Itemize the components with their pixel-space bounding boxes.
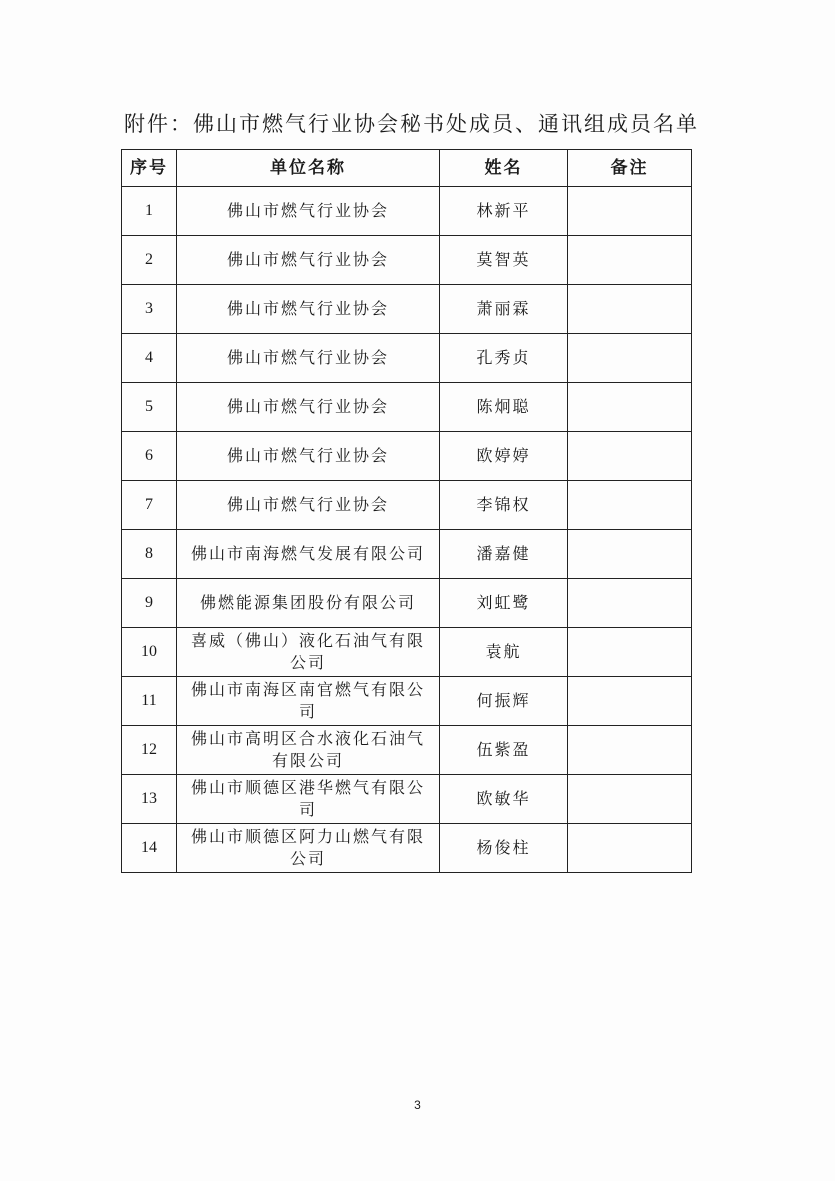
cell-person-name: 萧丽霖 xyxy=(440,285,568,334)
cell-person-name: 潘嘉健 xyxy=(440,530,568,579)
cell-unit-name: 佛山市南海燃气发展有限公司 xyxy=(177,530,440,579)
header-unit-name: 单位名称 xyxy=(177,150,440,187)
member-roster-table xyxy=(121,149,692,873)
cell-person-name: 何振辉 xyxy=(440,677,568,726)
cell-serial-number: 5 xyxy=(122,383,177,432)
table-row xyxy=(122,530,692,579)
cell-remarks xyxy=(568,432,692,481)
cell-person-name: 莫智英 xyxy=(440,236,568,285)
cell-serial-number: 2 xyxy=(122,236,177,285)
cell-person-name: 孔秀贞 xyxy=(440,334,568,383)
header-remarks: 备注 xyxy=(568,150,692,187)
cell-serial-number: 4 xyxy=(122,334,177,383)
cell-remarks xyxy=(568,383,692,432)
page-number: 3 xyxy=(414,1098,421,1112)
cell-remarks xyxy=(568,579,692,628)
cell-remarks xyxy=(568,285,692,334)
cell-unit-name: 佛山市燃气行业协会 xyxy=(177,383,440,432)
cell-serial-number: 14 xyxy=(122,824,177,873)
cell-person-name: 袁航 xyxy=(440,628,568,677)
cell-person-name: 李锦权 xyxy=(440,481,568,530)
cell-remarks xyxy=(568,530,692,579)
cell-remarks xyxy=(568,775,692,824)
cell-unit-name: 佛山市燃气行业协会 xyxy=(177,285,440,334)
cell-serial-number: 7 xyxy=(122,481,177,530)
cell-unit-name: 佛山市顺德区阿力山燃气有限公司 xyxy=(177,824,440,873)
table-row xyxy=(122,285,692,334)
document-title: 附件：佛山市燃气行业协会秘书处成员、通讯组成员名单 xyxy=(124,112,699,136)
cell-serial-number: 11 xyxy=(122,677,177,726)
table-row xyxy=(122,383,692,432)
cell-serial-number: 1 xyxy=(122,187,177,236)
table-row xyxy=(122,481,692,530)
cell-unit-name: 佛山市南海区南官燃气有限公司 xyxy=(177,677,440,726)
cell-remarks xyxy=(568,334,692,383)
header-person-name: 姓名 xyxy=(440,150,568,187)
table-row xyxy=(122,824,692,873)
cell-person-name: 林新平 xyxy=(440,187,568,236)
cell-remarks xyxy=(568,236,692,285)
table-row xyxy=(122,579,692,628)
cell-serial-number: 3 xyxy=(122,285,177,334)
table-row xyxy=(122,334,692,383)
table-row xyxy=(122,628,692,677)
table-row xyxy=(122,236,692,285)
cell-unit-name: 佛山市燃气行业协会 xyxy=(177,187,440,236)
cell-remarks xyxy=(568,187,692,236)
cell-unit-name: 佛山市顺德区港华燃气有限公司 xyxy=(177,775,440,824)
cell-unit-name: 佛山市燃气行业协会 xyxy=(177,432,440,481)
cell-serial-number: 6 xyxy=(122,432,177,481)
cell-unit-name: 佛山市燃气行业协会 xyxy=(177,481,440,530)
cell-unit-name: 佛山市燃气行业协会 xyxy=(177,334,440,383)
table-header-row xyxy=(122,150,692,187)
cell-serial-number: 10 xyxy=(122,628,177,677)
cell-remarks xyxy=(568,726,692,775)
cell-serial-number: 13 xyxy=(122,775,177,824)
table-row xyxy=(122,726,692,775)
table-row xyxy=(122,432,692,481)
cell-unit-name: 喜威（佛山）液化石油气有限公司 xyxy=(177,628,440,677)
cell-person-name: 刘虹鹭 xyxy=(440,579,568,628)
cell-person-name: 伍紫盈 xyxy=(440,726,568,775)
cell-person-name: 杨俊柱 xyxy=(440,824,568,873)
cell-remarks xyxy=(568,677,692,726)
cell-unit-name: 佛山市高明区合水液化石油气有限公司 xyxy=(177,726,440,775)
cell-unit-name: 佛山市燃气行业协会 xyxy=(177,236,440,285)
table-row xyxy=(122,677,692,726)
cell-unit-name: 佛燃能源集团股份有限公司 xyxy=(177,579,440,628)
cell-remarks xyxy=(568,824,692,873)
table-row xyxy=(122,775,692,824)
cell-remarks xyxy=(568,481,692,530)
cell-person-name: 陈炯聪 xyxy=(440,383,568,432)
table-row xyxy=(122,187,692,236)
cell-person-name: 欧婷婷 xyxy=(440,432,568,481)
header-serial-number: 序号 xyxy=(122,150,177,187)
cell-serial-number: 9 xyxy=(122,579,177,628)
cell-serial-number: 12 xyxy=(122,726,177,775)
cell-serial-number: 8 xyxy=(122,530,177,579)
cell-remarks xyxy=(568,628,692,677)
cell-person-name: 欧敏华 xyxy=(440,775,568,824)
